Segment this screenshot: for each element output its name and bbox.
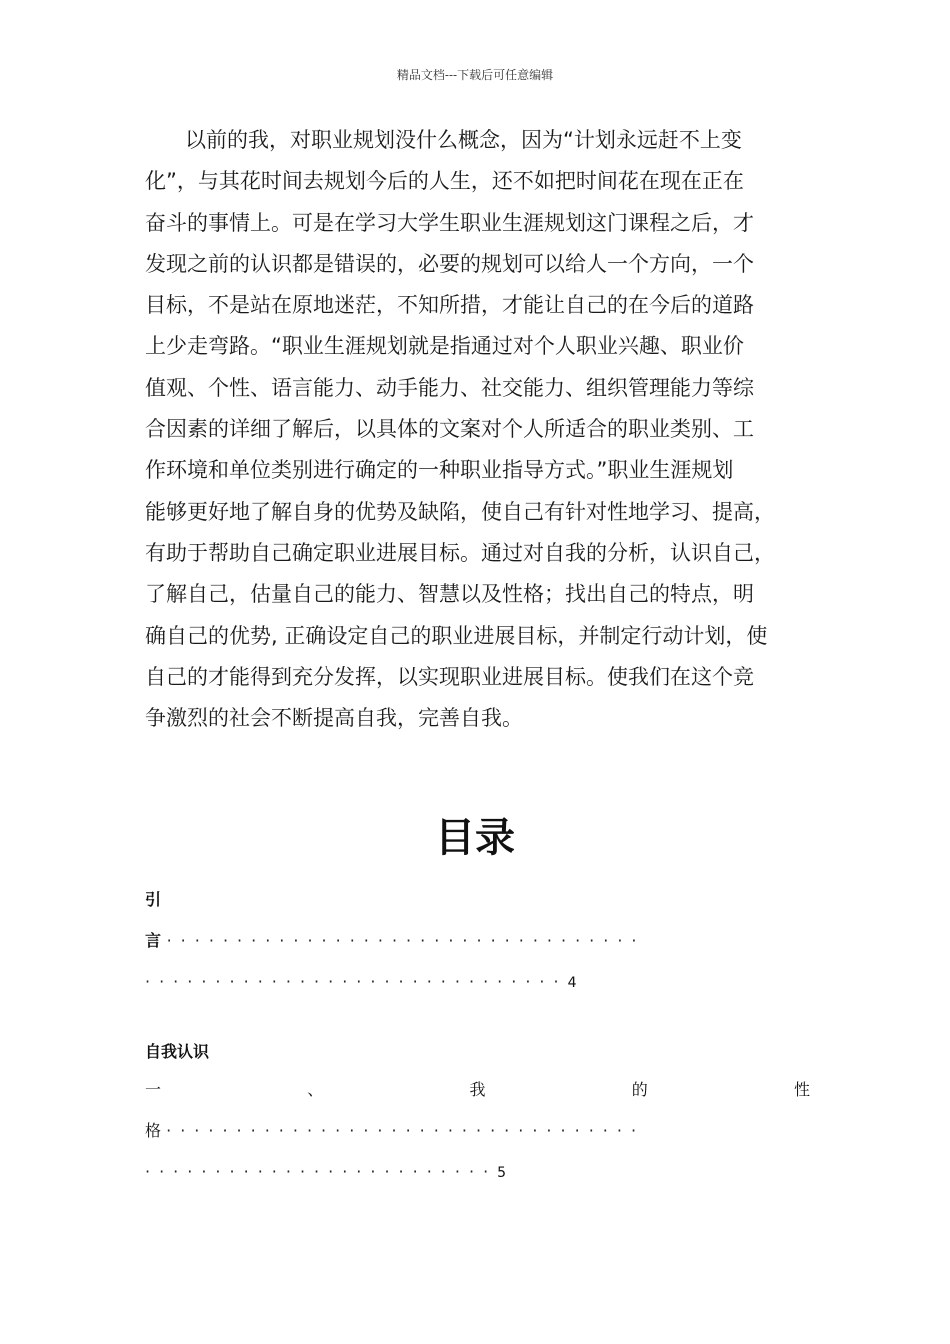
toc-intro-row-1[interactable] xyxy=(145,888,810,912)
body-line: 以前的我，对职业规划没什么概念，因为“计划永远赶不上变 xyxy=(185,128,742,152)
toc-sub-part: 性 xyxy=(793,1080,810,1099)
body-line: 上少走弯路。“职业生涯规划就是指通过对个人职业兴趣、职业价 xyxy=(145,334,744,359)
toc-page-number: 5 xyxy=(497,1165,507,1181)
toc-leader-dots: ·································· xyxy=(166,1121,646,1140)
body-line: 作环境和单位类别进行确定的一种职业指导方式。”职业生涯规划 xyxy=(145,458,734,483)
toc-sub-part: 的 xyxy=(631,1080,648,1099)
body-line: 奋斗的事情上。可是在学习大学生职业生涯规划这门课程之后，才 xyxy=(145,210,754,235)
toc-intro-char: 言 xyxy=(145,931,162,950)
toc-sub-char: 格 xyxy=(145,1121,162,1140)
toc-page-number: 4 xyxy=(567,975,577,991)
toc-intro-char: 引 xyxy=(145,890,162,909)
body-line: 自己的才能得到充分发挥，以实现职业进展目标。使我们在这个竞 xyxy=(145,664,754,689)
body-line: 化”，与其花时间去规划今后的人生，还不如把时间花在现在正在 xyxy=(145,169,744,194)
body-line: 有助于帮助自己确定职业进展目标。通过对自我的分析，认识自己， xyxy=(145,540,775,565)
toc-sub-row-2[interactable] xyxy=(145,1119,810,1143)
body-line: 能够更好地了解自身的优势及缺陷，使自己有针对性地学习、提高， xyxy=(145,499,775,524)
toc-section-heading[interactable]: 自我认识 xyxy=(145,1042,210,1061)
toc-sub-part: 、 xyxy=(307,1080,324,1099)
body-line: 发现之前的认识都是错误的，必要的规划可以给人一个方向，一个 xyxy=(145,251,754,276)
toc-leader-dots: ························· xyxy=(145,1162,498,1181)
toc-intro-row-3[interactable] xyxy=(145,970,810,994)
toc-leader-dots: ······························ xyxy=(145,972,568,991)
body-paragraph xyxy=(145,120,810,739)
toc-sub-part: 我 xyxy=(469,1080,486,1099)
body-line: 争激烈的社会不断提高自我，完善自我。 xyxy=(145,706,523,731)
body-line: 值观、个性、语言能力、动手能力、社交能力、组织管理能力等综 xyxy=(145,375,754,400)
body-line: 了解自己，估量自己的能力、智慧以及性格；找出自己的特点，明 xyxy=(145,582,754,607)
toc-leader-dots: ·································· xyxy=(166,931,646,950)
toc-sub-part: 一 xyxy=(145,1080,162,1099)
toc-sub-row-1[interactable] xyxy=(145,1078,810,1102)
toc-title: 目录 xyxy=(435,815,515,861)
body-line: 合因素的详细了解后，以具体的文案对个人所适合的职业类别、工 xyxy=(145,417,754,442)
page-header: 精品文档---下载后可任意编辑 xyxy=(396,68,554,82)
body-line: 目标，不是站在原地迷茫，不知所措，才能让自己的在今后的道路 xyxy=(145,293,754,318)
toc-sub-row-3[interactable] xyxy=(145,1160,810,1184)
toc-intro-row-2[interactable] xyxy=(145,929,810,953)
body-line: 确自己的优势, 正确设定自己的职业进展目标，并制定行动计划，使 xyxy=(145,623,768,648)
